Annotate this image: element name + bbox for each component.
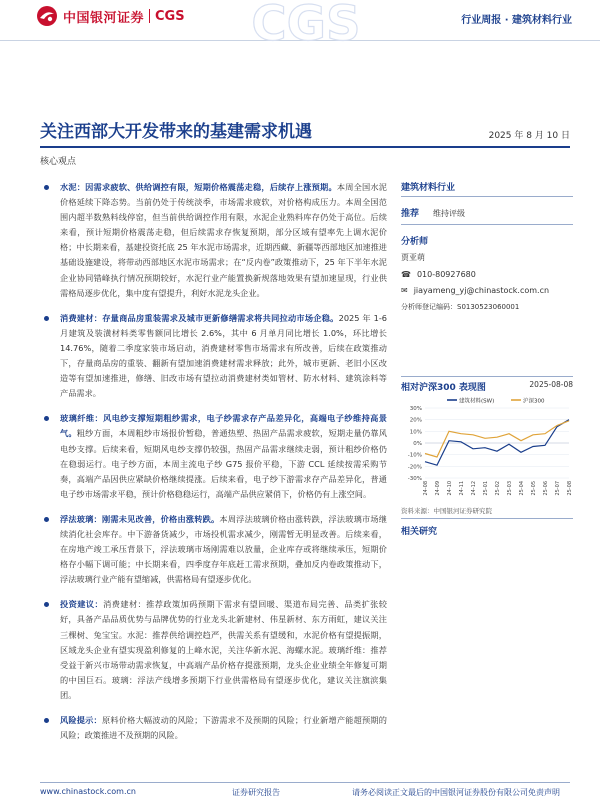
paragraph-lead: 浮法玻璃：刚需未见改善，价格由涨转跌。 xyxy=(60,513,220,524)
footer-disclaimer: 请务必阅读正文最后的中国银河证券股份有限公司免责声明 xyxy=(352,788,560,797)
series-line-0 xyxy=(425,420,569,466)
title-rule xyxy=(40,146,570,148)
chart-title: 相对沪深300 表现图 xyxy=(401,383,486,393)
paragraph-risk-warning xyxy=(42,713,387,743)
email-icon: ✉ xyxy=(401,286,408,295)
x-tick-label: 25-01 xyxy=(483,481,489,496)
y-tick-label: -30% xyxy=(407,476,422,482)
phone-icon: ☎ xyxy=(401,270,411,279)
paragraph-consumer-building-materials xyxy=(42,311,387,402)
sidebar-divider xyxy=(401,224,573,225)
x-tick-label: 25-07 xyxy=(555,481,561,496)
paragraph-body: 原料价格大幅波动的风险；下游需求不及预期的风险；行业新增产能超预期的风险；政策推进不及预期的风险。 xyxy=(60,715,387,741)
paragraph-body: 2025 年 1-6 月建筑及装潢材料类零售额同比增长 2.6%，其中 6 月单月同比增长 1.0%，环比增长 14.76%，随着二季度家装市场启动，消费建材零售市场需求有所改善，后续在政策推动下，存量商品房的重装、翻新有望加速消费建材需求释放；此外，城市更新、老旧小区改造等有望加速推进，修缮、旧改市场有望拉动消费建材类如管材、防水材料、建筑涂料等产品需求。 xyxy=(60,312,387,399)
paragraph-investment-advice xyxy=(42,597,387,703)
phone-row xyxy=(401,270,573,279)
rating-value: 维持评级 xyxy=(433,209,466,218)
x-tick-label: 25-05 xyxy=(531,481,537,496)
company-logo xyxy=(36,5,185,27)
legend-label-hs300: 沪深300 xyxy=(523,398,545,405)
footer-middle: 证券研究报告 xyxy=(232,788,280,797)
y-tick-label: 0% xyxy=(413,441,422,447)
paragraph-glass-fiber xyxy=(42,411,387,502)
sidebar-divider xyxy=(401,518,573,519)
chart-source: 资料来源：中国银河证券研究院 xyxy=(401,507,492,515)
bullet-icon xyxy=(44,718,49,723)
report-date: 2025 年 8 月 10 日 xyxy=(488,131,570,141)
analyst-phone: 010-80927680 xyxy=(416,270,476,279)
rating-row xyxy=(401,206,573,219)
related-research-label: 相关研究 xyxy=(401,527,438,537)
logo-text-en: CGS xyxy=(155,8,185,24)
paragraph-float-glass xyxy=(42,512,387,587)
sidebar-divider xyxy=(401,376,573,377)
x-tick-label: 25-03 xyxy=(507,481,513,496)
report-type: 行业周报 · 建筑材料行业 xyxy=(461,15,572,26)
x-tick-label: 24-11 xyxy=(459,481,465,496)
x-tick-label: 24-10 xyxy=(447,481,453,496)
cgs-watermark xyxy=(246,0,366,44)
logo-text-cn: 中国银河证券 xyxy=(63,10,145,26)
y-tick-label: -10% xyxy=(407,452,422,459)
chart-date: 2025-08-08 xyxy=(529,380,573,389)
cert-code: S0130523060001 xyxy=(457,303,520,311)
cert-row xyxy=(401,302,573,312)
legend-label-sector: 建筑材料(SW) xyxy=(459,398,495,405)
x-tick-label: 25-02 xyxy=(495,481,501,496)
analyst-name: 贾亚萌 xyxy=(401,253,425,262)
paragraph-body: 本周全国水泥价格延续下降态势。当前仍处于传统淡季，市场需求疲软，对价格构成压力。本周全国范围内超半数熟料线停窑，但当前供给调控作用有限，水泥企业熟料库存仍处于高位。后续来看，预计短期价格震荡走稳，但后续需求存恢复预期，部分区域有望率先上调水泥价格；中长期来看，基建投资托底 25 年水泥市场需求，近期西藏、新疆等西部地区加速推进基础设施建设，将带动西部地区水泥市场需求；在“反内卷”政策推动下，25 年下半年水泥企业协同错峰执行情况预期较好，水泥行业产能置换新规落地效果有望加速显现，行业供需格局逐步优化，集中度有望提升，利好水泥龙头企业。 xyxy=(60,182,387,298)
paragraph-lead: 消费建材：存量商品房重装需求及城市更新修缮需求将共同拉动市场企稳。 xyxy=(60,312,339,323)
footer-rule xyxy=(40,782,570,783)
analyst-label: 分析师 xyxy=(401,237,429,247)
x-tick-label: 25-08 xyxy=(567,481,573,496)
main-content xyxy=(42,180,387,753)
bullet-icon xyxy=(44,602,49,607)
page-title: 关注西部大开发带来的基建需求机遇 xyxy=(40,122,312,142)
paragraph-lead: 水泥：因需求疲软、供给调控有限，短期价格震荡走稳，后续存上涨预期。 xyxy=(60,182,337,192)
y-tick-label: 10% xyxy=(409,429,422,436)
x-tick-label: 24-09 xyxy=(435,481,441,496)
core-views-label: 核心观点 xyxy=(40,157,77,167)
x-tick-label: 24-08 xyxy=(423,481,429,496)
email-row xyxy=(401,286,573,295)
sidebar-divider xyxy=(401,196,573,197)
paragraph-lead: 玻璃纤维：风电纱支撑短期粗纱需求，电子纱需求存产品差异化，高端电子纱维持高景气。 xyxy=(60,413,387,439)
paragraph-lead: 风险提示： xyxy=(60,715,102,725)
footer-site[interactable]: www.chinastock.com.cn xyxy=(40,787,136,796)
relative-performance-chart xyxy=(401,394,573,506)
x-tick-label: 25-06 xyxy=(543,481,549,496)
rating-label: 推荐 xyxy=(401,209,420,219)
bullet-icon xyxy=(44,185,49,190)
paragraph-body: 消费建材：推荐政策加码预期下需求有望回暖、渠道布局完善、品类扩张较好，具备产品品质优势与品牌优势的行业龙头北新建材、伟星新材、东方雨虹，建议关注三棵树、兔宝宝。水泥：推荐供给调控趋严，供需关系有望缓和，水泥价格有望提振期，区域龙头企业有望实现盈利修复的上峰水泥，关注华新水泥、海螺水泥。玻璃纤维：推荐受益于新兴市场带动需求恢复，中高端产品价格存提涨预期，龙头企业业绩全年修复可期的中国巨石。玻璃：浮法产线增多预期下行业供需格局有望逐步优化，建议关注旗滨集团。 xyxy=(60,599,387,700)
y-tick-label: 20% xyxy=(409,417,422,424)
cert-label: 分析师登记编码： xyxy=(401,303,457,311)
analyst-email[interactable]: jiayameng_yj@chinastock.com.cn xyxy=(413,286,550,295)
paragraph-lead: 投资建议： xyxy=(60,599,104,610)
paragraph-body: 粗纱方面，本周粗纱市场报价暂稳，普通热塑、热固产品需求疲软，短期走量仍靠风电纱支撑。后续来看，短期风电纱支撑仍较强，热固产品需求继续走弱，预计粗纱价格仍在稳弱运行。电子纱方面，本周主流电子纱 G75 报价平稳，下游 CCL 延续按需采购节奏，高端产品因供应紧缺价格继续提涨。后续来看，电子纱下游需求存产品差异化，普通电子纱市场需求平稳，预计价格稳稳运行，高端产品供应紧俏下，价格仍有上涨空间。 xyxy=(60,428,387,499)
x-tick-label: 25-04 xyxy=(519,481,525,496)
y-tick-label: -20% xyxy=(407,464,422,471)
watermark-text: CGS xyxy=(251,0,361,44)
logo-divider xyxy=(149,9,150,23)
bullet-icon xyxy=(44,316,49,321)
sidebar-industry: 建筑材料行业 xyxy=(401,183,456,193)
paragraph-cement xyxy=(42,180,387,301)
x-tick-label: 24-12 xyxy=(471,481,477,496)
paragraph-body: 本周浮法玻璃价格由涨转跌，浮法玻璃市场继续消化社会库存。中下游备货减少，市场投机需求减少，刚需暂无明显改善。后续来看，在房地产竣工承压背景下，浮法玻璃市场刚需难以放量，企业库存或将继续承压，短期价格存小幅下调可能；中长期来看，四季度存年底赶工需求预期，叠加反内卷政策推动下，浮法玻璃行业产能有望缩减，供需格局有望逐步优化。 xyxy=(60,513,387,585)
galaxy-logo-icon xyxy=(36,5,58,27)
bullet-icon xyxy=(44,517,49,522)
y-tick-label: 30% xyxy=(409,406,422,412)
bullet-icon xyxy=(44,416,49,421)
chart-header xyxy=(401,380,573,393)
